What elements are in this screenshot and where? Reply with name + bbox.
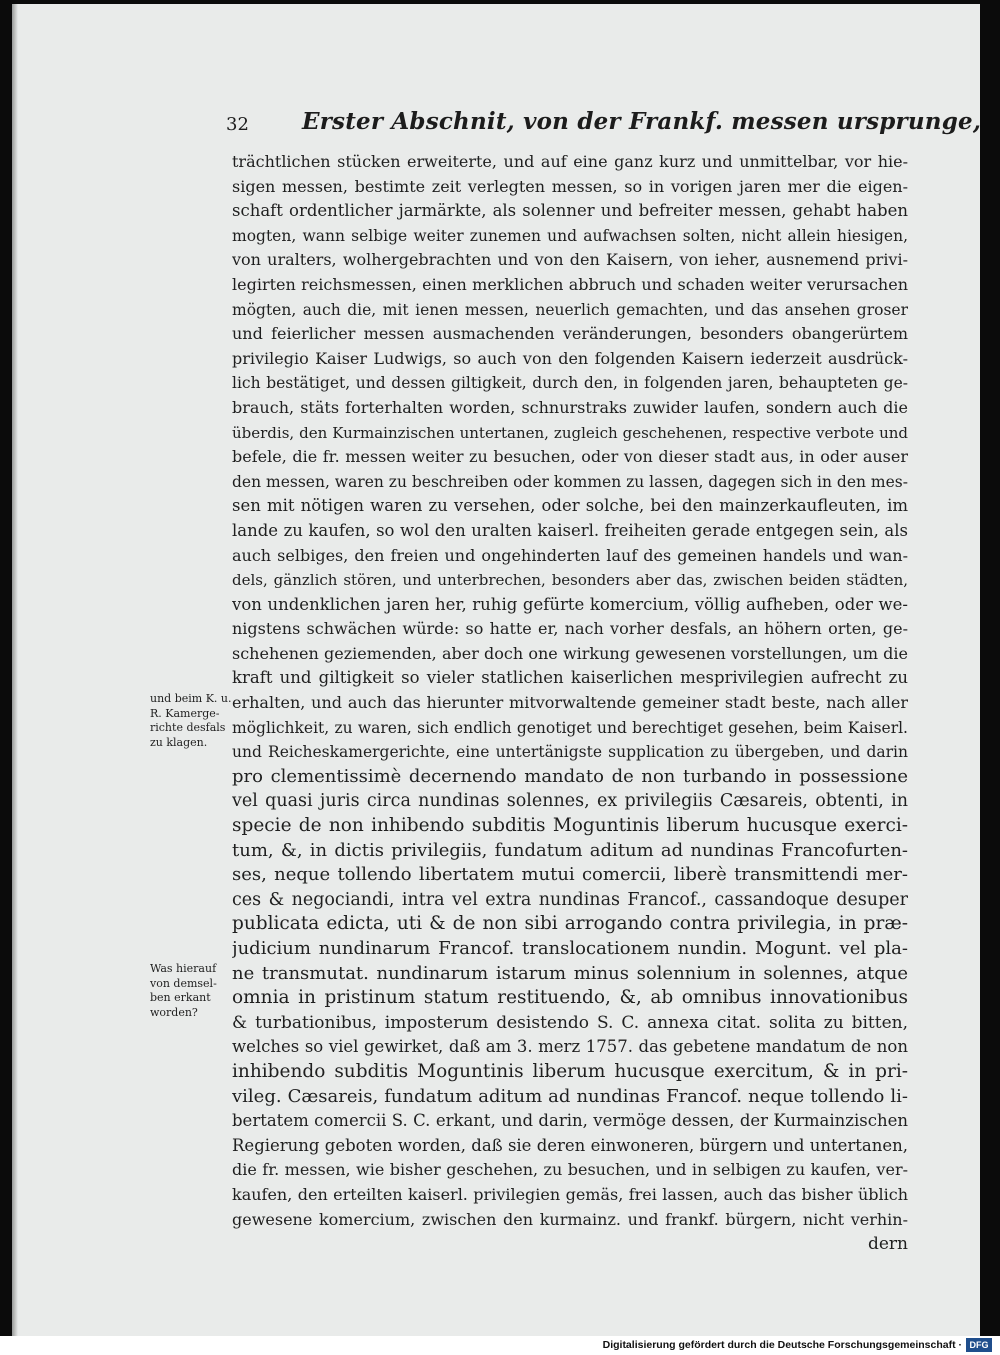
- margin-note-line: worden?: [150, 1005, 198, 1019]
- text-line: & turbationibus, imposterum desistendo S. C. annexa citat. solita zu bitten,: [232, 1012, 908, 1033]
- text-line-latin: ses, neque tollendo libertatem mutui comercii, liberè transmittendi mer-: [232, 864, 908, 886]
- margin-note-line: zu klagen.: [150, 735, 208, 749]
- text-line: sigen messen, bestimte zeit verlegten messen, so in vorigen jaren mer die eigen-: [232, 176, 908, 196]
- text-line-latin: inhibendo subditis Moguntinis liberum hucusque exercitum, & in pri-: [232, 1060, 908, 1082]
- text-line: privilegio Kaiser Ludwigs, so auch von den folgenden Kaisern iederzeit ausdrück-: [232, 348, 908, 368]
- running-head: Erster Abschnit, von der Frankf. messen ursprunge,: [302, 108, 982, 135]
- text-line: von undenklichen jaren her, ruhig gefürte komercium, völlig aufheben, oder we-: [232, 594, 908, 614]
- text-line-latin: omnia in pristinum statum restituendo, &, ab omnibus innovationibus: [232, 987, 908, 1009]
- text-line: Regierung geboten worden, daß sie deren einwoneren, bürgern und untertanen,: [232, 1135, 908, 1155]
- text-line: brauch, stäts forterhalten worden, schnurstraks zuwider laufen, sondern auch die: [232, 397, 908, 417]
- text-line: welches so viel gewirket, daß am 3. merz 1757. das gebetene mandatum de non: [232, 1037, 908, 1057]
- catchword: dern: [867, 1234, 908, 1255]
- text-line-latin: specie de non inhibendo subditis Moguntinis liberum hucusque exerci-: [232, 815, 908, 837]
- text-line: nigstens schwächen würde: so hatte er, nach vorher desfals, an höhern orten, ge-: [232, 619, 908, 639]
- margin-note-line: und beim K. u.: [150, 692, 232, 705]
- text-line: schehenen geziemenden, aber doch one wirkung gewesenen vorstellungen, um die: [232, 643, 908, 663]
- text-line-latin: ne transmutat. nundinarum istarum minus solennium in solennes, atque: [232, 962, 908, 984]
- text-line: und Reicheskamergerichte, eine untertänigste supplication zu übergeben, und darin: [232, 743, 908, 762]
- dfg-logo: DFG: [966, 1338, 992, 1352]
- margin-note-line: Was hierauf: [150, 962, 217, 975]
- text-line: bertatem comercii S. C. erkant, und darin, vermöge dessen, der Kurmainzischen: [232, 1111, 908, 1131]
- text-line: legirten reichsmessen, einen merklichen abbruch und schaden weiter verursachen: [232, 274, 908, 294]
- text-line: erhalten, und auch das hierunter mitvorwaltende gemeiner stadt beste, nach aller: [232, 693, 908, 713]
- text-line: dels, gänzlich stören, und unterbrechen, besonders aber das, zwischen beiden städten,: [232, 571, 908, 590]
- text-line: lich bestätiget, und dessen giltigkeit, durch den, in folgenden jaren, behaupteten ge-: [232, 374, 908, 393]
- footer-bar: [0, 1336, 1000, 1355]
- text-line-latin: judicium nundinarum Francof. translocationem nundin. Mogunt. vel pla-: [232, 938, 908, 959]
- margin-note-1: [150, 692, 234, 750]
- text-line-latin: vel quasi juris circa nundinas solennes, ex privilegiis Cæsareis, obtenti, in: [232, 791, 908, 812]
- text-line: den messen, waren zu beschreiben oder kommen zu lassen, dagegen sich in den mes-: [232, 472, 908, 491]
- text-line: mögten, auch die, mit ienen messen, neuerlich gemachten, und das ansehen groser: [232, 300, 908, 319]
- text-line: auch selbiges, den freien und ongehinderten lauf des gemeinen handels und wan-: [232, 545, 908, 565]
- text-line: und feierlicher messen ausmachenden veränderungen, besonders obangerürtem: [232, 324, 908, 344]
- page-edge-shadow: [12, 4, 18, 1336]
- text-line-latin: pro clementissimè decernendo mandato de non turbando in possessione: [232, 765, 908, 787]
- text-line: kraft und giltigkeit so vieler statlichen kaiserlichen mesprivilegien aufrecht zu: [232, 668, 908, 688]
- text-line: mogten, wann selbige weiter zunemen und aufwachsen solten, nicht allein hiesigen,: [232, 226, 908, 245]
- text-line: möglichkeit, zu waren, sich endlich genotiget und berechtiget gesehen, beim Kaiserl.: [232, 718, 908, 737]
- text-line: trächtlichen stücken erweiterte, und auf eine ganz kurz und unmittelbar, vor hie-: [232, 152, 908, 171]
- text-line: kaufen, den erteilten kaiserl. privilegien gemäs, frei lassen, auch das bisher üblich: [232, 1184, 908, 1204]
- text-line: gewesene komercium, zwischen den kurmainz. und frankf. bürgern, nicht verhin-: [232, 1209, 908, 1229]
- text-line-latin: publicata edicta, uti & de non sibi arrogando contra privilegia, in præ-: [232, 913, 908, 935]
- text-line-latin: ces & negociandi, intra vel extra nundinas Francof., cassandoque desuper: [232, 889, 908, 910]
- text-line: die fr. messen, wie bisher geschehen, zu besuchen, und in selbigen zu kaufen, ver-: [232, 1160, 908, 1180]
- text-line-latin: tum, &, in dictis privilegiis, fundatum aditum ad nundinas Francofurten-: [232, 839, 908, 861]
- text-line: befele, die fr. messen weiter zu besuchen, oder von dieser stadt aus, in oder auser: [232, 447, 908, 467]
- margin-note-line: richte desfals: [150, 721, 226, 734]
- margin-note-line: ben erkant: [150, 991, 211, 1004]
- margin-note-line: R. Kamerge-: [150, 706, 220, 720]
- body-text: [232, 150, 908, 1257]
- text-line-latin: vileg. Cæsareis, fundatum aditum ad nundinas Francof. neque tollendo li-: [232, 1085, 908, 1107]
- funding-credit: Digitalisierung gefördert durch die Deutsche Forschungsgemeinschaft ·: [602, 1339, 962, 1351]
- text-line: von uralters, wolhergebrachten und von den Kaisern, von ieher, ausnemend privi-: [232, 250, 908, 270]
- text-line: lande zu kaufen, so wol den uralten kaiserl. freiheiten gerade entgegen sein, als: [232, 520, 908, 540]
- margin-note-line: von demsel-: [150, 976, 217, 990]
- text-line: sen mit nötigen waren zu versehen, oder solche, bei den mainzerkaufleuten, im: [232, 496, 908, 516]
- text-line: überdis, den Kurmainzischen untertanen, zugleich geschehenen, respective verbote und: [232, 423, 908, 442]
- text-line: schaft ordentlicher jarmärkte, als solenner und befreiter messen, gehabt haben: [232, 201, 908, 221]
- margin-note-2: [150, 962, 234, 1020]
- page-number: 32: [226, 114, 249, 135]
